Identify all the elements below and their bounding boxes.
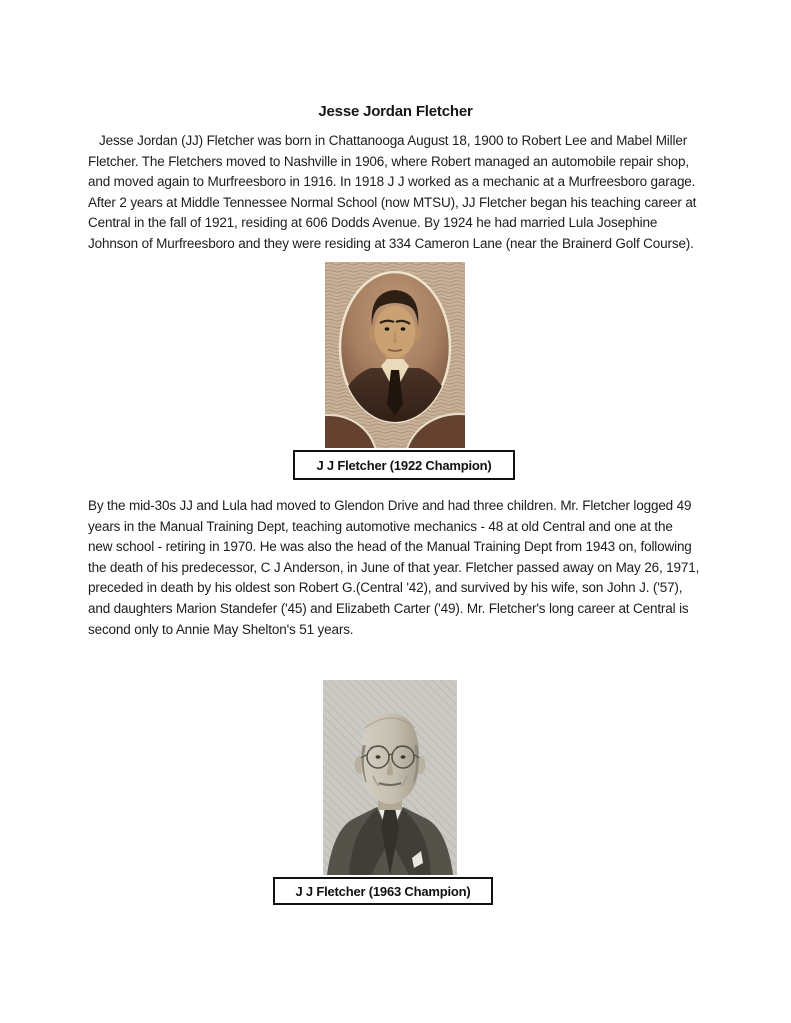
text-line: Fletcher. The Fletchers moved to Nashville in 1906, where Robert managed an automobile repair shop, (88, 153, 689, 169)
photo-caption-1963 (273, 877, 493, 905)
portrait-1963-illustration (323, 680, 457, 875)
photo-caption-1963-label: J J Fletcher (1963 Champion) (295, 883, 471, 899)
paragraph-biography-later-life (88, 496, 728, 640)
text-line: and moved again to Murfreesboro in 1916. In 1918 J J worked as a mechanic at a Murfreesboro garage. (88, 174, 696, 190)
text-line: years in the Manual Training Dept, teaching automotive mechanics - 48 at old Central and one at the (88, 518, 673, 534)
text-line: Central in the fall of 1921, residing at 606 Dodds Avenue. By 1924 he had married Lula Josephine (88, 215, 658, 231)
text-line: second only to Annie May Shelton's 51 years. (88, 621, 354, 637)
portrait-1922-illustration (325, 262, 465, 448)
text-line: Johnson of Murfreesboro and they were residing at 334 Cameron Lane (near the Brainerd Golf Course). (88, 235, 694, 251)
text-line: preceded in death by his oldest son Robert G.(Central '42), and survived by his wife, son John J. ('57), (88, 580, 683, 596)
photo-caption-1922-label: J J Fletcher (1922 Champion) (316, 457, 492, 473)
page-title: Jesse Jordan Fletcher (318, 103, 473, 121)
photo-1922-portrait (325, 262, 465, 448)
photo-1963-portrait (323, 680, 457, 875)
text-line: new school - retiring in 1970. He was also the head of the Manual Training Dept from 1943 on, following (88, 539, 692, 555)
paragraph-biography-early-life (88, 131, 728, 255)
text-line: and daughters Marion Standefer ('45) and Elizabeth Carter ('49). Mr. Fletcher's long career at Central is (88, 600, 689, 616)
text-line: Jesse Jordan (JJ) Fletcher was born in Chattanooga August 18, 1900 to Robert Lee and Mabel Miller (99, 133, 688, 148)
text-line: the death of his predecessor, C J Anderson, in June of that year. Fletcher passed away on May 26, 1971, (88, 559, 700, 575)
photo-caption-1922 (293, 450, 515, 480)
text-line: After 2 years at Middle Tennessee Normal School (now MTSU), JJ Fletcher began his teaching career at (88, 194, 697, 210)
text-line: By the mid-30s JJ and Lula had moved to Glendon Drive and had three children. Mr. Fletcher logged 49 (88, 498, 692, 513)
